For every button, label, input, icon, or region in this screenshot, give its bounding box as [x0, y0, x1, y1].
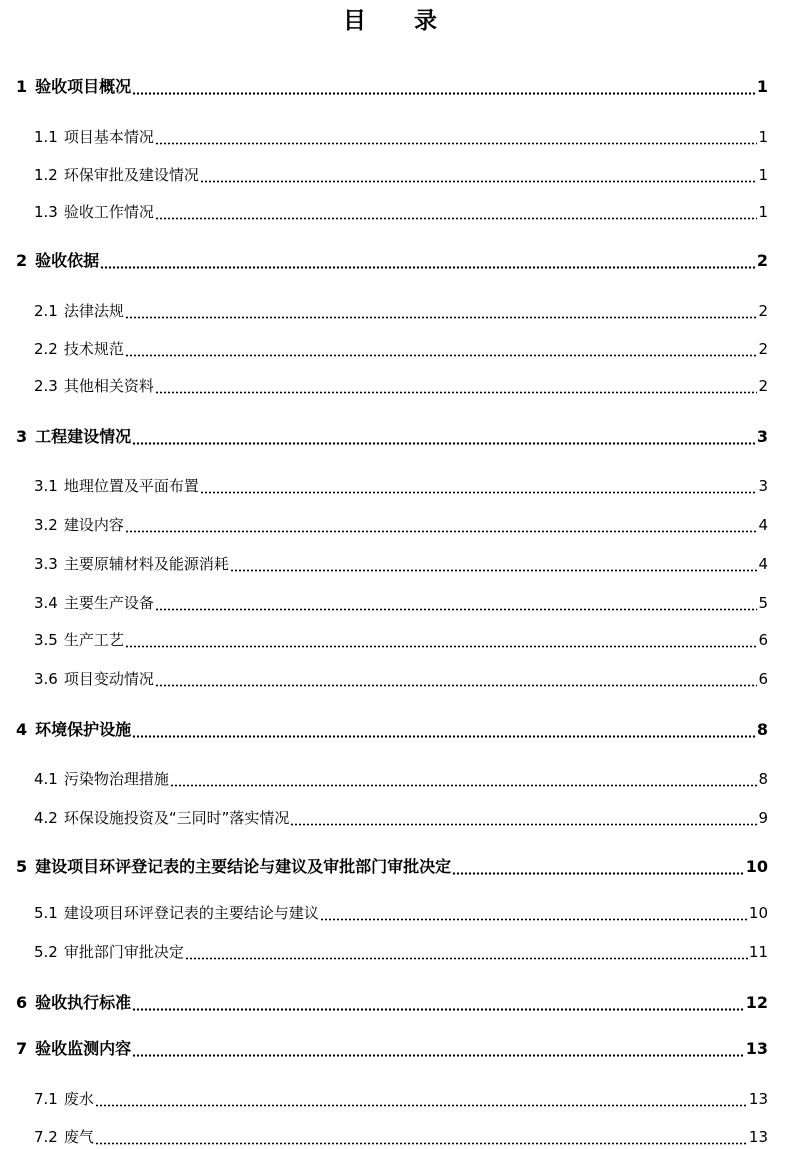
toc-entry-label: 环保审批及建设情况: [63, 166, 199, 184]
toc-dot-leader: [452, 855, 745, 879]
toc-entry-number: 5.2: [34, 943, 58, 961]
toc-entry-label: 验收依据: [35, 251, 100, 270]
toc-page-number: 6: [758, 631, 768, 649]
toc-dot-leader: [155, 125, 758, 149]
toc-page-number: 3: [758, 477, 768, 495]
toc-subsection-entry[interactable]: [34, 374, 768, 398]
toc-dot-leader: [95, 1125, 748, 1149]
toc-dot-leader: [155, 667, 758, 691]
toc-entry-number: 5.1: [34, 904, 58, 922]
toc-entry-label: 建设项目环评登记表的主要结论与建议及审批部门审批决定: [35, 857, 452, 876]
toc-page-number: 10: [745, 857, 768, 876]
toc-entry-number: 3: [16, 427, 28, 446]
toc-dot-leader: [132, 75, 756, 99]
toc-entry-label: 主要生产设备: [63, 594, 154, 612]
toc-entry-number: 4.1: [34, 770, 58, 788]
toc-dot-leader: [170, 767, 758, 791]
toc-entry-number: 7.1: [34, 1090, 58, 1108]
toc-entry-label: 污染物治理措施: [63, 770, 169, 788]
toc-section-entry[interactable]: [16, 425, 768, 449]
toc-entry-label: 主要原辅材料及能源消耗: [63, 555, 229, 573]
toc-page-number: 13: [748, 1128, 768, 1146]
toc-subsection-entry[interactable]: [34, 940, 768, 964]
toc-entry-number: 3.3: [34, 555, 58, 573]
toc-page-number: 5: [758, 594, 768, 612]
toc-page-number: 1: [756, 77, 768, 96]
toc-entry-label: 验收项目概况: [35, 77, 132, 96]
toc-entry-label: 工程建设情况: [35, 427, 132, 446]
toc-section-entry[interactable]: [16, 855, 768, 879]
toc-entry-label: 环保设施投资及“三同时”落实情况: [63, 809, 290, 827]
toc-subsection-entry[interactable]: [34, 299, 768, 323]
toc-entry-number: 3.2: [34, 516, 58, 534]
toc-subsection-entry[interactable]: [34, 513, 768, 537]
toc-entry-label: 技术规范: [63, 340, 124, 358]
page-title: 目 录: [342, 8, 457, 34]
toc-entry-number: 2.1: [34, 302, 58, 320]
toc-entry-number: 4: [16, 720, 28, 739]
toc-dot-leader: [125, 299, 758, 323]
toc-subsection-entry[interactable]: [34, 806, 768, 830]
toc-entry-number: 3.5: [34, 631, 58, 649]
toc-page-number: 3: [756, 427, 768, 446]
toc-dot-leader: [320, 901, 748, 925]
toc-entry-label: 验收工作情况: [63, 203, 154, 221]
toc-entry-number: 2.3: [34, 377, 58, 395]
toc-section-entry[interactable]: [16, 249, 768, 273]
toc-page-number: 4: [758, 555, 768, 573]
toc-entry-label: 废水: [63, 1090, 94, 1108]
toc-page-number: 2: [758, 377, 768, 395]
toc-entry-label: 验收执行标准: [35, 993, 132, 1012]
toc-subsection-entry[interactable]: [34, 337, 768, 361]
toc-entry-label: 废气: [63, 1128, 94, 1146]
toc-page-number: 10: [748, 904, 768, 922]
toc-entry-number: 1: [16, 77, 28, 96]
toc-subsection-entry[interactable]: [34, 1125, 768, 1149]
toc-page-number: 11: [748, 943, 768, 961]
toc-dot-leader: [125, 337, 758, 361]
toc-entry-number: 7: [16, 1039, 28, 1058]
toc-entry-number: 4.2: [34, 809, 58, 827]
toc-dot-leader: [155, 374, 758, 398]
toc-entry-label: 建设内容: [63, 516, 124, 534]
toc-page-number: 1: [758, 128, 768, 146]
toc-entry-number: 7.2: [34, 1128, 58, 1146]
toc-entry-number: 1.2: [34, 166, 58, 184]
toc-dot-leader: [132, 425, 756, 449]
toc-section-entry[interactable]: [16, 991, 768, 1015]
toc-entry-label: 项目基本情况: [63, 128, 154, 146]
toc-page-number: 1: [758, 166, 768, 184]
toc-dot-leader: [200, 474, 758, 498]
toc-section-entry[interactable]: [16, 75, 768, 99]
toc-entry-number: 3.6: [34, 670, 58, 688]
toc-dot-leader: [125, 628, 758, 652]
toc-page-number: 13: [745, 1039, 768, 1058]
toc-page-number: 6: [758, 670, 768, 688]
toc-page-number: 2: [758, 340, 768, 358]
toc-entry-label: 验收监测内容: [35, 1039, 132, 1058]
toc-page-number: 4: [758, 516, 768, 534]
toc-page-number: 2: [758, 302, 768, 320]
toc-entry-number: 1.1: [34, 128, 58, 146]
toc-page-number: 2: [756, 251, 768, 270]
toc-dot-leader: [290, 806, 757, 830]
toc-entry-label: 地理位置及平面布置: [63, 477, 199, 495]
toc-subsection-entry[interactable]: [34, 667, 768, 691]
toc-page-number: 9: [758, 809, 768, 827]
toc-entry-label: 法律法规: [63, 302, 124, 320]
toc-entry-number: 1.3: [34, 203, 58, 221]
toc-dot-leader: [155, 591, 758, 615]
toc-dot-leader: [95, 1087, 748, 1111]
toc-entry-number: 2.2: [34, 340, 58, 358]
toc-page-number: 13: [748, 1090, 768, 1108]
toc-section-entry[interactable]: [16, 718, 768, 742]
toc-subsection-entry[interactable]: [34, 125, 768, 149]
toc-dot-leader: [132, 718, 756, 742]
toc-dot-leader: [132, 1037, 745, 1061]
toc-dot-leader: [185, 940, 748, 964]
toc-page-number: 1: [758, 203, 768, 221]
toc-entry-number: 3.4: [34, 594, 58, 612]
toc-subsection-entry[interactable]: [34, 767, 768, 791]
toc-subsection-entry[interactable]: [34, 1087, 768, 1111]
toc-entry-number: 5: [16, 857, 28, 876]
toc-dot-leader: [200, 163, 758, 187]
toc-entry-label: 其他相关资料: [63, 377, 154, 395]
toc-page-number: 8: [756, 720, 768, 739]
toc-entry-number: 2: [16, 251, 28, 270]
toc-subsection-entry[interactable]: [34, 200, 768, 224]
toc-dot-leader: [230, 552, 758, 576]
toc-subsection-entry[interactable]: [34, 628, 768, 652]
toc-subsection-entry[interactable]: [34, 163, 768, 187]
toc-dot-leader: [155, 200, 758, 224]
toc-dot-leader: [125, 513, 758, 537]
toc-subsection-entry[interactable]: [34, 474, 768, 498]
toc-entry-label: 项目变动情况: [63, 670, 154, 688]
toc-entry-number: 6: [16, 993, 28, 1012]
toc-dot-leader: [132, 991, 745, 1015]
toc-entry-label: 审批部门审批决定: [63, 943, 184, 961]
toc-page-number: 12: [745, 993, 768, 1012]
toc-subsection-entry[interactable]: [34, 591, 768, 615]
toc-subsection-entry[interactable]: [34, 901, 768, 925]
toc-subsection-entry[interactable]: [34, 552, 768, 576]
toc-entry-label: 建设项目环评登记表的主要结论与建议: [63, 904, 319, 922]
toc-section-entry[interactable]: [16, 1037, 768, 1061]
toc-entry-label: 环境保护设施: [35, 720, 132, 739]
toc-dot-leader: [100, 249, 756, 273]
toc-entry-label: 生产工艺: [63, 631, 124, 649]
toc-entry-number: 3.1: [34, 477, 58, 495]
toc-page-number: 8: [758, 770, 768, 788]
